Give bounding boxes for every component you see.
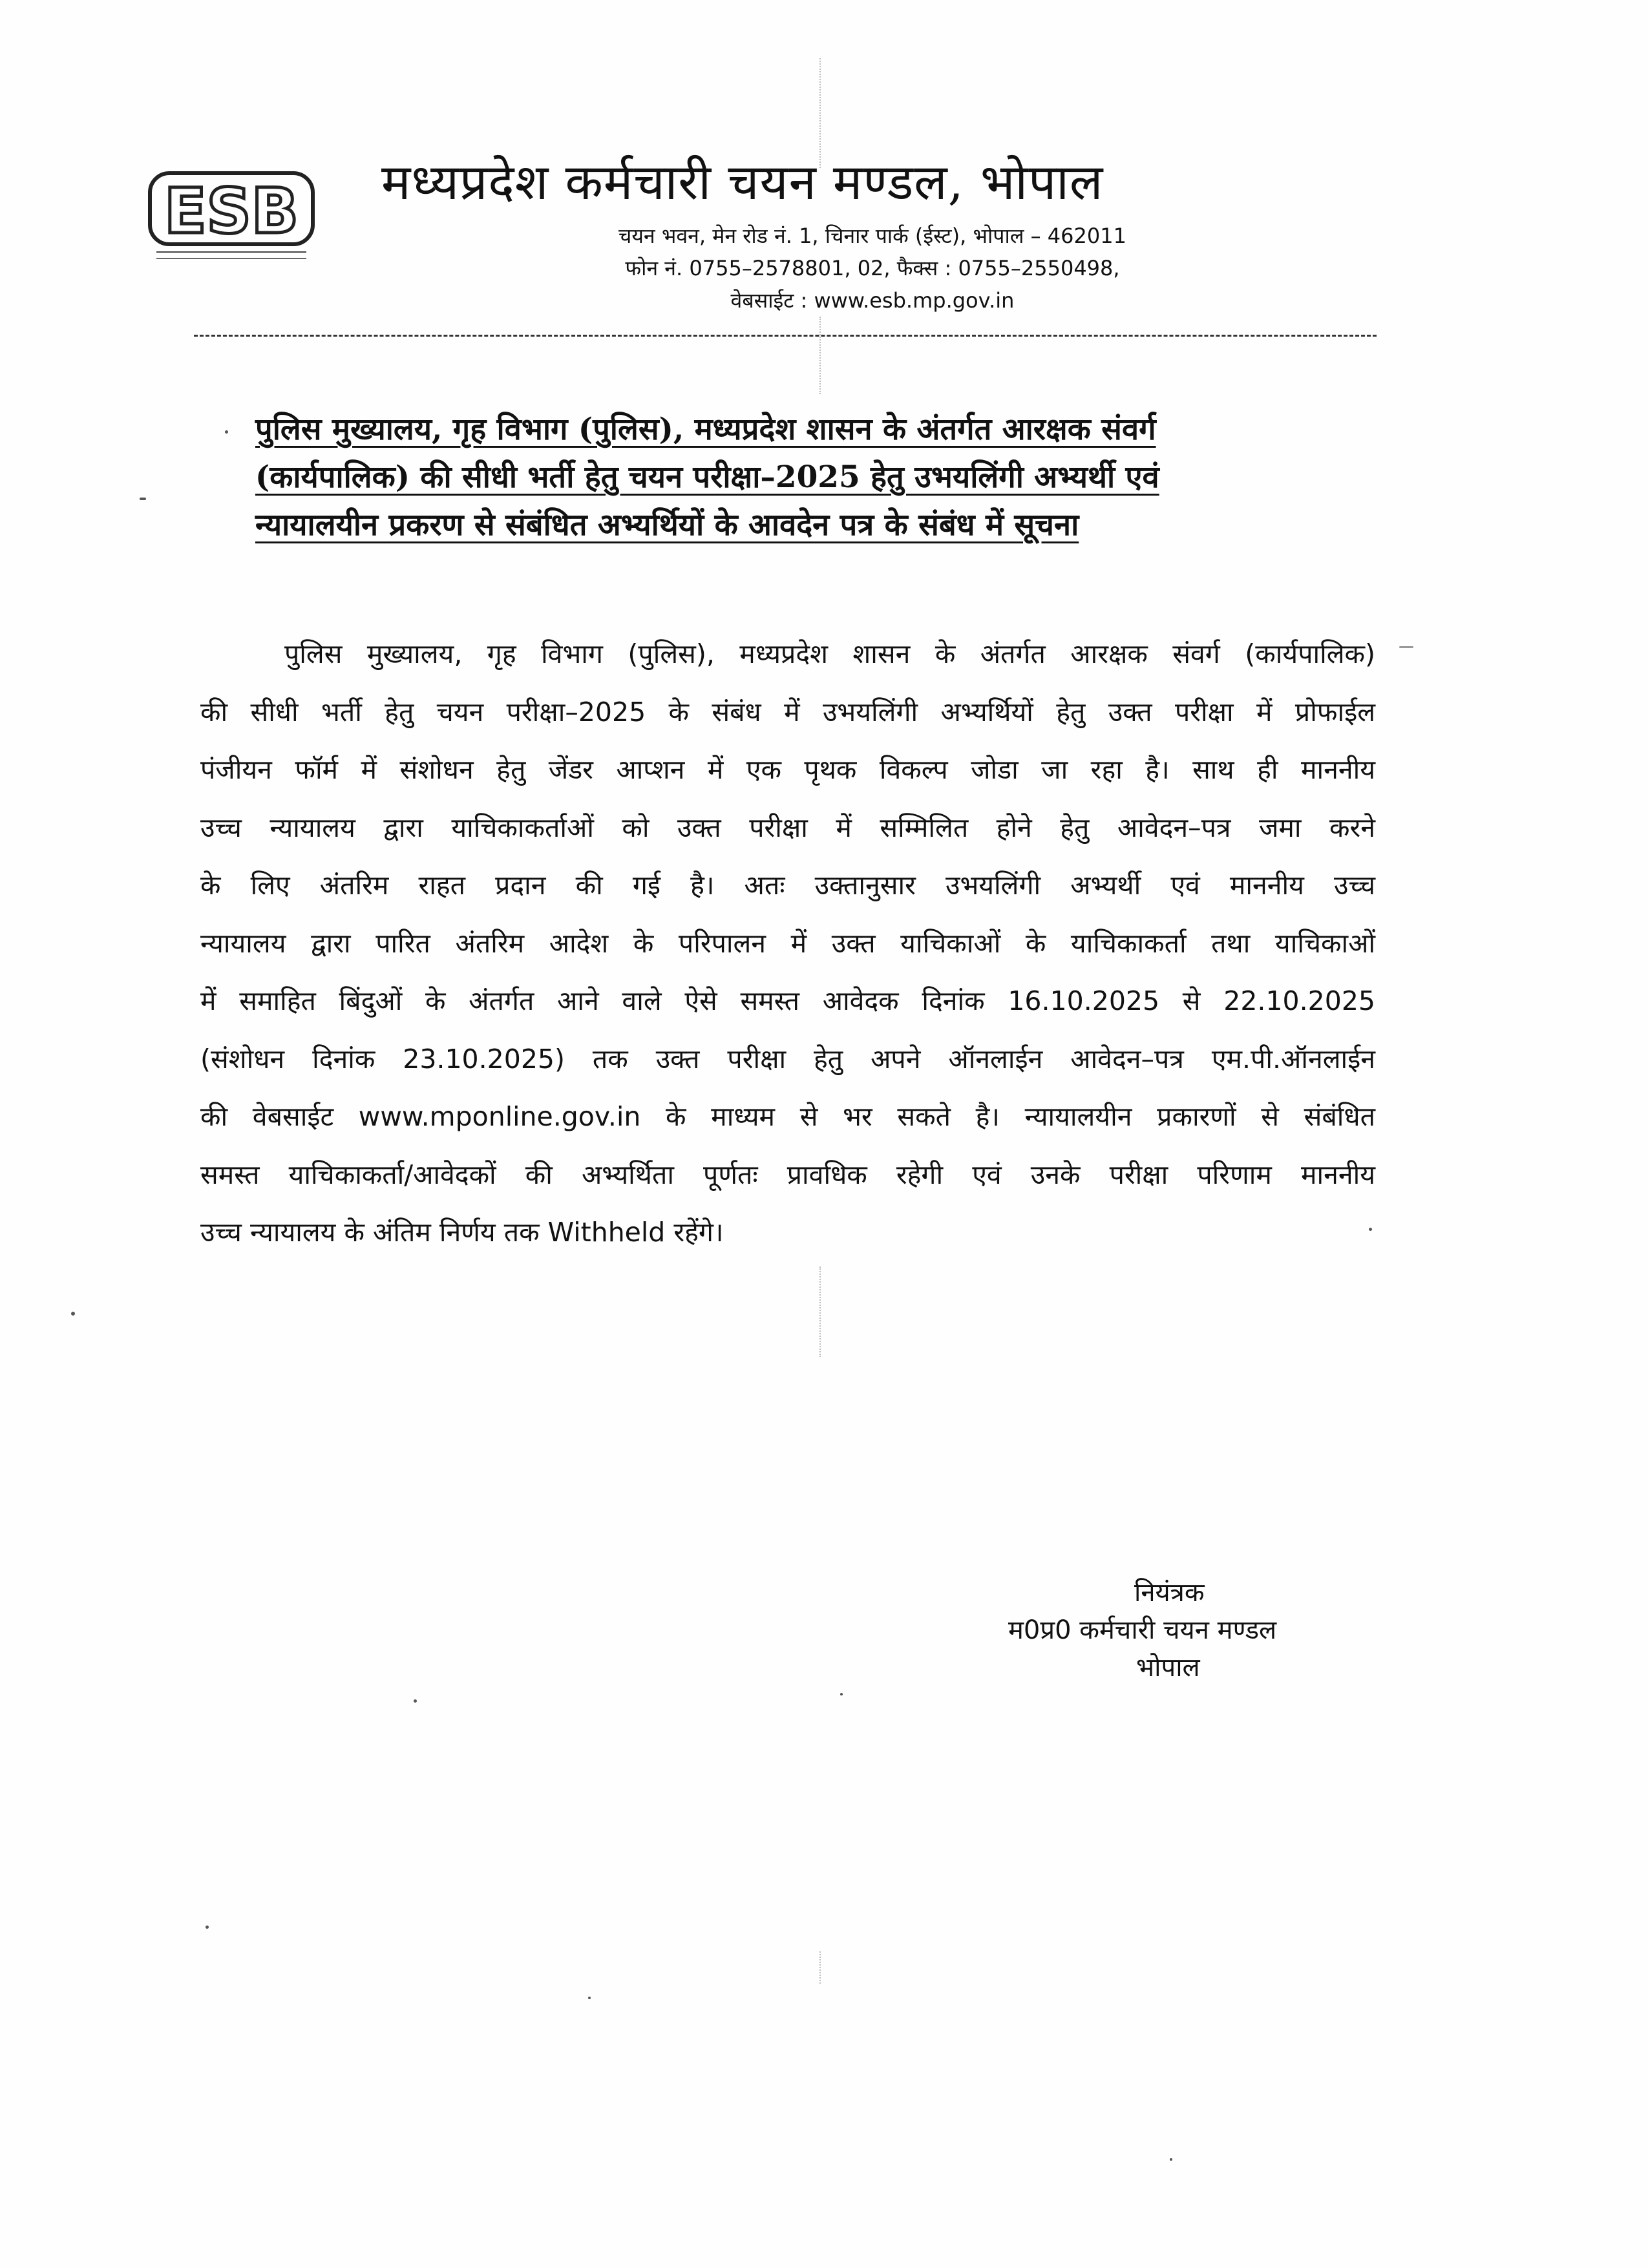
scan-speck bbox=[71, 1312, 75, 1316]
scan-speck bbox=[414, 1699, 417, 1703]
body-line: की वेबसाईट www.mponline.gov.in के माध्यम से भर सकते है। न्यायालयीन प्रकारणों से संबंधित bbox=[200, 1101, 1376, 1132]
signatory-city: भोपाल bbox=[1136, 1653, 1200, 1683]
org-name: मध्यप्रदेश कर्मचारी चयन मण्डल, भोपाल bbox=[381, 153, 1104, 211]
scan-speck bbox=[1369, 1228, 1372, 1231]
body-line: समस्त याचिकाकर्ता/आवेदकों की अभ्यर्थिता पूर्णतः प्रावधिक रहेगी एवं उनके परीक्षा परिणाम माननीय bbox=[200, 1159, 1375, 1190]
body-line: (संशोधन दिनांक 23.10.2025) तक उक्त परीक्षा हेतु अपने ऑनलाईन आवेदन–पत्र एम.पी.ऑनलाईन bbox=[200, 1043, 1375, 1075]
header-divider bbox=[194, 335, 1377, 337]
signature-block bbox=[1008, 1574, 1370, 1686]
address-block bbox=[414, 220, 1331, 317]
contact-line: फोन नं. 0755–2578801, 02, फैक्स : 0755–2550498, bbox=[625, 256, 1120, 280]
notice-body bbox=[200, 625, 1375, 1262]
body-line: के लिए अंतरिम राहत प्रदान की गई है। अतः उक्तानुसार उभयलिंगी अभ्यर्थी एवं माननीय उच्च bbox=[200, 870, 1375, 901]
signatory-title: नियंत्रक bbox=[1134, 1578, 1205, 1608]
scan-speck bbox=[588, 1997, 591, 1999]
scan-speck bbox=[206, 1926, 209, 1929]
body-line: पुलिस मुख्यालय, गृह विभाग (पुलिस), मध्यप्रदेश शासन के अंतर्गत आरक्षक संवर्ग (कार्यपालिक) bbox=[284, 638, 1375, 669]
esb-logo bbox=[147, 169, 315, 266]
body-line: न्यायालय द्वारा पारित अंतरिम आदेश के परिपालन में उक्त याचिकाओं के याचिकाकर्ता तथा याचिकाओं bbox=[200, 927, 1375, 959]
body-line: की सीधी भर्ती हेतु चयन परीक्षा–2025 के संबंध में उभयलिंगी अभ्यर्थियों हेतु उक्त परीक्षा में प्रोफाईल bbox=[200, 696, 1375, 728]
body-line: उच्च न्यायालय द्वारा याचिकाकर्ताओं को उक्त परीक्षा में सम्मिलित होने हेतु आवेदन–पत्र जमा करने bbox=[200, 812, 1375, 843]
scan-fold-mark bbox=[819, 58, 822, 168]
address-line: चयन भवन, मेन रोड नं. 1, चिनार पार्क (ईस्ट), भोपाल – 462011 bbox=[618, 224, 1126, 248]
scan-fold-mark bbox=[819, 1266, 822, 1357]
body-line: पंजीयन फॉर्म में संशोधन हेतु जेंडर आप्शन में एक पृथक विकल्प जोडा जा रहा है। साथ ही माननीय bbox=[200, 754, 1375, 785]
subject-line: (कार्यपालिक) की सीधी भर्ती हेतु चयन परीक्षा–2025 हेतु उभयलिंगी अभ्यर्थी एवं bbox=[255, 459, 1159, 495]
subject-line: न्यायालयीन प्रकरण से संबंधित अभ्यर्थियों के आवदेन पत्र के संबंध में सूचना bbox=[255, 507, 1079, 543]
scan-speck bbox=[225, 430, 228, 434]
body-line: उच्च न्यायालय के अंतिम निर्णय तक Withheld रहेंगे। bbox=[200, 1217, 724, 1248]
scan-speck bbox=[1170, 2158, 1172, 2161]
scan-speck bbox=[1399, 646, 1413, 648]
scan-speck bbox=[840, 1693, 843, 1696]
notice-subject bbox=[255, 406, 1367, 549]
signatory-org: म0प्र0 कर्मचारी चयन मण्डल bbox=[1008, 1615, 1277, 1645]
website-line: वेबसाईट : www.esb.mp.gov.in bbox=[730, 288, 1015, 313]
logo-letters: ESB bbox=[164, 175, 299, 247]
subject-line: पुलिस मुख्यालय, गृह विभाग (पुलिस), मध्यप्रदेश शासन के अंतर्गत आरक्षक संवर्ग bbox=[255, 412, 1156, 447]
scan-fold-mark bbox=[819, 317, 822, 394]
scan-speck bbox=[140, 498, 146, 500]
body-line: में समाहित बिंदुओं के अंतर्गत आने वाले ऐसे समस्त आवेदक दिनांक 16.10.2025 से 22.10.2025 bbox=[200, 985, 1375, 1016]
scan-fold-mark bbox=[819, 1951, 822, 1984]
